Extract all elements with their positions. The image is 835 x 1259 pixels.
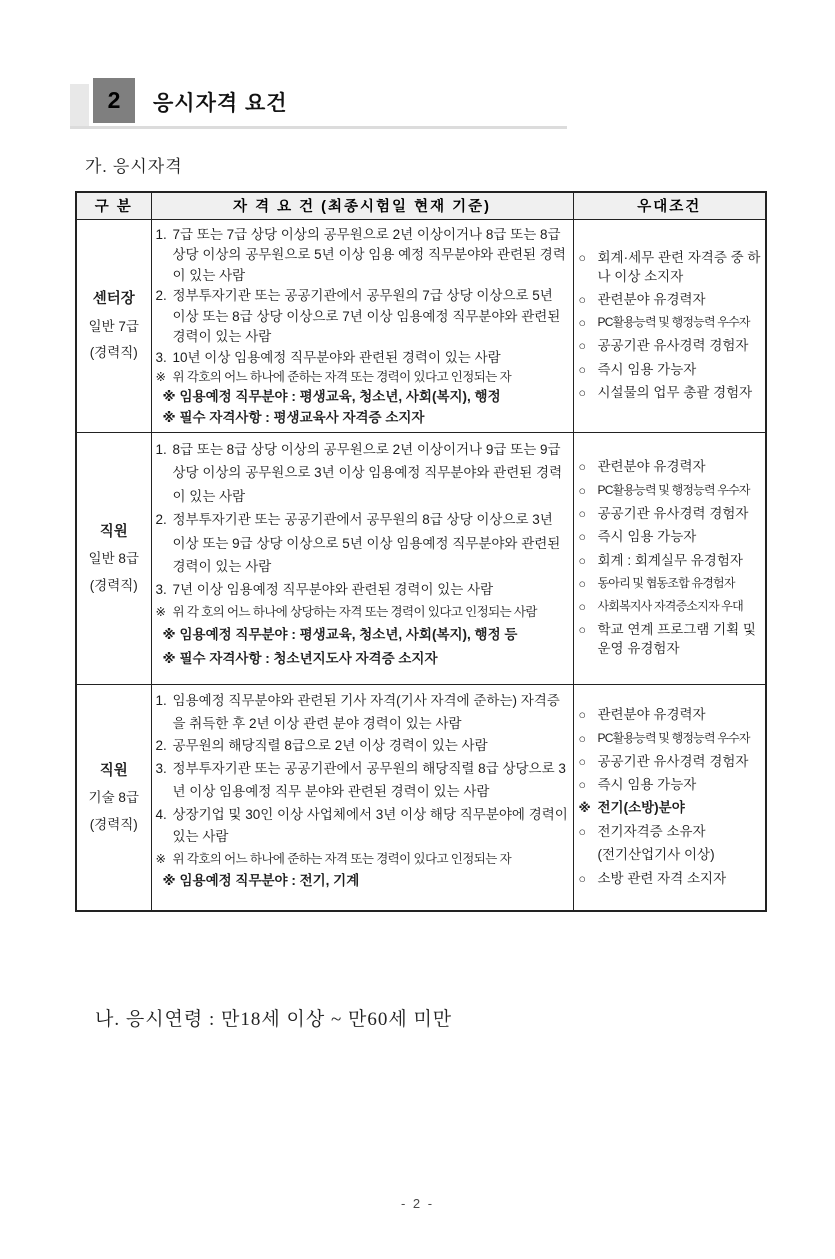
- preference-item: [579, 846, 764, 865]
- position-title: 센터장: [92, 291, 135, 308]
- list-item-text: 공무원의 해당직렬 8급으로 2년 이상 경력이 있는 사람: [172, 738, 488, 754]
- qualification-item: [163, 387, 570, 408]
- qualifications-cell: [151, 219, 573, 433]
- preference-item: [579, 753, 764, 772]
- list-item-text: 회계 : 회계실무 유경험자: [597, 552, 743, 568]
- list-item-text: 임용예정 직무분야 : 전기, 기계: [179, 872, 360, 888]
- list-marker: 3.: [155, 349, 167, 365]
- list-marker: 4.: [155, 806, 167, 822]
- qualification-item: [156, 735, 570, 758]
- section-title: 응시자격 요건: [153, 92, 288, 115]
- list-marker: ※: [162, 627, 176, 643]
- circle-bullet-icon: ○: [578, 778, 587, 793]
- list-item-text: 7년 이상 임용예정 직무분야와 관련된 경력이 있는 사람: [172, 582, 494, 598]
- qualification-item: [156, 804, 570, 849]
- circle-bullet-icon: ○: [578, 708, 587, 723]
- qualification-item: [156, 690, 570, 735]
- circle-bullet-icon: ○: [578, 824, 587, 839]
- preference-item: [579, 314, 764, 333]
- list-marker: 2.: [155, 512, 167, 528]
- list-marker: ※: [155, 604, 166, 619]
- qualification-item: [156, 508, 570, 578]
- list-item-text: 10년 이상 임용예정 직무분야와 관련된 경력이 있는 사람: [172, 349, 501, 365]
- circle-bullet-icon: ○: [578, 754, 587, 769]
- column-header-category: 구 분: [76, 192, 151, 219]
- qualification-item: [156, 348, 570, 369]
- position-cell: [76, 685, 151, 911]
- circle-bullet-icon: ○: [578, 553, 587, 568]
- list-marker: 1.: [155, 693, 167, 709]
- preference-item: [579, 776, 764, 795]
- list-item-text: 위 각 호의 어느 하나에 상당하는 자격 또는 경력이 있다고 인정되는 사람: [172, 604, 537, 619]
- preference-item: [579, 730, 764, 749]
- qualification-table: [75, 191, 767, 912]
- list-item-text: 동아리 및 협동조합 유경험자: [597, 576, 735, 591]
- list-marker: 2.: [155, 738, 167, 754]
- preference-item: [579, 528, 764, 547]
- list-item-text: 8급 또는 8급 상당 이상의 공무원으로 2년 이상이거나 9급 또는 9급 상당 이상의 공무원으로 3년 이상 임용예정 직무분야와 관련된 경력이 있는 사람: [172, 442, 563, 504]
- list-marker: 3.: [155, 761, 167, 777]
- preferences-cell: [573, 433, 766, 685]
- list-item-text: 7급 또는 7급 상당 이상의 공무원으로 2년 이상이거나 8급 또는 8급 상당 이상의 공무원으로 5년 이상 임용 예정 직무분야와 관련된 경력이 있는 사람: [172, 226, 566, 283]
- preference-item: [579, 505, 764, 524]
- preference-list: [579, 706, 764, 888]
- list-item-text: PC활용능력 및 행정능력 우수자: [597, 315, 750, 330]
- qualification-item: [156, 438, 570, 508]
- subsection-na-label: 나. 응시연령 : 만18세 이상 ~ 만60세 미만: [95, 1008, 453, 1030]
- section-accent-bar: [70, 84, 89, 126]
- preference-item: [579, 458, 764, 477]
- qualifications-cell: [151, 685, 573, 911]
- list-item-text: 즉시 임용 가능자: [597, 361, 697, 377]
- circle-bullet-icon: ○: [578, 250, 587, 265]
- list-marker: 3.: [155, 582, 167, 598]
- circle-bullet-icon: ○: [578, 600, 586, 615]
- position-grade: 일반 7급: [88, 318, 139, 334]
- qualification-list: [156, 225, 570, 429]
- circle-bullet-icon: ○: [578, 386, 587, 401]
- preference-item: [579, 249, 764, 287]
- list-marker: ※: [162, 650, 176, 666]
- list-item-text: 위 각호의 어느 하나에 준하는 자격 또는 경력이 있다고 인정되는 자: [172, 851, 512, 866]
- preference-item: [579, 337, 764, 356]
- table-row-staff-technical: [76, 685, 766, 911]
- list-item-text: 회계·세무 관련 자격증 중 하나 이상 소지자: [597, 249, 761, 284]
- section-number-box: 2: [93, 78, 135, 123]
- list-item-text: PC활용능력 및 행정능력 우수자: [597, 730, 750, 745]
- preference-list: [579, 458, 764, 658]
- qualification-item: [156, 225, 570, 287]
- qualification-item: [163, 623, 570, 646]
- qualification-list: [156, 438, 570, 670]
- list-item-text: 필수 자격사항 : 평생교육사 자격증 소지자: [179, 409, 425, 425]
- list-item-text: 전기(소방)분야: [597, 800, 685, 816]
- list-item-text: 관련분야 유경력자: [597, 707, 706, 723]
- circle-bullet-icon: ○: [578, 506, 587, 521]
- qualifications-cell: [151, 433, 573, 685]
- preference-item: [579, 706, 764, 725]
- list-item-text: 시설물의 업무 총괄 경험자: [597, 385, 753, 401]
- list-item-text: 사회복지사 자격증소지자 우대: [597, 599, 743, 614]
- qualification-item: [156, 286, 570, 348]
- circle-bullet-icon: ○: [578, 483, 586, 498]
- subsection-ga-label: 가. 응시자격: [85, 157, 183, 176]
- page-number: - 2 -: [400, 1196, 435, 1211]
- position-cell: [76, 433, 151, 685]
- circle-bullet-icon: ○: [578, 731, 586, 746]
- list-item-text: (전기산업기사 이상): [597, 847, 715, 863]
- preference-item: [579, 291, 764, 310]
- column-header-preferences: 우대조건: [573, 192, 766, 219]
- qualification-item: [156, 849, 570, 870]
- list-item-text: 정부투자기관 또는 공공기관에서 공무원의 8급 상당 이상으로 3년 이상 또는 9급 상당 이상으로 5년 이상 임용예정 직무분야와 관련된 경력이 있는 사람: [172, 512, 561, 574]
- preferences-cell: [573, 685, 766, 911]
- list-item-text: 관련분야 유경력자: [597, 459, 706, 475]
- qualification-item: [163, 870, 570, 893]
- preference-item: [579, 598, 764, 617]
- preference-item: [579, 823, 764, 842]
- circle-bullet-icon: ○: [578, 316, 586, 331]
- qualification-list: [156, 690, 570, 892]
- list-item-text: 필수 자격사항 : 청소년지도사 자격증 소지자: [179, 650, 438, 666]
- list-item-text: 공공기관 유사경력 경험자: [597, 753, 749, 769]
- list-marker: ※: [155, 370, 166, 385]
- preference-list: [579, 249, 764, 403]
- list-item-text: 임용예정 직무분야와 관련된 기사 자격(기사 자격에 준하는) 자격증을 취득한 후 2년 이상 관련 분야 경력이 있는 사람: [172, 693, 560, 731]
- position-grade: 기술 8급: [88, 790, 139, 806]
- qualification-item: [163, 408, 570, 429]
- circle-bullet-icon: ○: [578, 871, 587, 886]
- preference-item: [579, 575, 764, 594]
- position-cell: [76, 219, 151, 433]
- qualification-item: [156, 758, 570, 803]
- list-item-text: 상장기업 및 30인 이상 사업체에서 3년 이상 해당 직무분야에 경력이 있는 사람: [172, 806, 568, 845]
- list-marker: ※: [162, 872, 176, 888]
- preference-item: [579, 384, 764, 403]
- list-item-text: 전기자격증 소유자: [597, 823, 706, 839]
- qualification-item: [163, 647, 570, 670]
- qualification-item: [156, 578, 570, 601]
- preference-item: [579, 482, 764, 501]
- circle-bullet-icon: ○: [578, 339, 587, 354]
- table-header-row: [76, 192, 766, 219]
- preference-item: [579, 799, 764, 818]
- circle-bullet-icon: ○: [578, 623, 587, 638]
- list-item-text: 학교 연계 프로그램 기획 및 운영 유경험자: [597, 622, 756, 656]
- list-item-text: 정부투자기관 또는 공공기관에서 공무원의 7급 상당 이상으로 5년 이상 또는 8급 상당 이상으로 7년 이상 임용예정 직무분야와 관련된 경력이 있는 사람: [172, 288, 561, 345]
- list-marker: 2.: [155, 288, 167, 304]
- table-row-staff-general: [76, 433, 766, 685]
- circle-bullet-icon: ○: [578, 530, 587, 545]
- list-item-text: 소방 관련 자격 소지자: [597, 870, 727, 886]
- section-underline: [70, 126, 567, 129]
- circle-bullet-icon: ○: [578, 577, 586, 592]
- position-title: 직원: [99, 762, 128, 779]
- column-header-requirements: 자 격 요 건 (최종시험일 현재 기준): [151, 192, 573, 219]
- list-marker: ※: [162, 389, 176, 405]
- list-item-text: 정부투자기관 또는 공공기관에서 공무원의 해당직렬 8급 상당으로 3년 이상 임용예정 직무 분야와 관련된 경력이 있는 사람: [172, 761, 566, 799]
- qualification-item: [156, 602, 570, 624]
- position-title: 직원: [99, 524, 128, 541]
- list-item-text: 즉시 임용 가능자: [597, 529, 697, 545]
- section-header: [70, 78, 770, 130]
- preferences-cell: [573, 219, 766, 433]
- circle-bullet-icon: ○: [578, 292, 587, 307]
- circle-bullet-icon: ○: [578, 460, 587, 475]
- list-item-text: PC활용능력 및 행정능력 우수자: [597, 482, 750, 497]
- list-marker: ※: [162, 409, 176, 425]
- list-item-text: 임용예정 직무분야 : 평생교육, 청소년, 사회(복지), 행정: [179, 389, 501, 405]
- preference-item: [579, 621, 764, 659]
- preference-item: [579, 870, 764, 889]
- list-marker: 1.: [155, 442, 167, 458]
- circle-bullet-icon: ○: [578, 362, 587, 377]
- list-marker: ※: [155, 851, 166, 866]
- position-career: (경력직): [89, 816, 138, 832]
- position-grade: 일반 8급: [88, 551, 139, 567]
- position-career: (경력직): [89, 344, 138, 360]
- circle-bullet-icon: ※: [578, 801, 591, 816]
- list-item-text: 임용예정 직무분야 : 평생교육, 청소년, 사회(복지), 행정 등: [179, 627, 518, 643]
- list-item-text: 관련분야 유경력자: [597, 291, 706, 307]
- circle-bullet-icon: [579, 846, 598, 847]
- position-career: (경력직): [89, 577, 138, 593]
- list-item-text: 위 각호의 어느 하나에 준하는 자격 또는 경력이 있다고 인정되는 자: [172, 370, 512, 385]
- list-item-text: 공공기관 유사경력 경험자: [597, 338, 749, 354]
- table-row-center-director: [76, 219, 766, 433]
- preference-item: [579, 552, 764, 571]
- preference-item: [579, 361, 764, 380]
- list-item-text: 공공기관 유사경력 경험자: [597, 505, 749, 521]
- qualification-item: [156, 368, 570, 387]
- list-marker: 1.: [155, 226, 167, 242]
- list-item-text: 즉시 임용 가능자: [597, 777, 697, 793]
